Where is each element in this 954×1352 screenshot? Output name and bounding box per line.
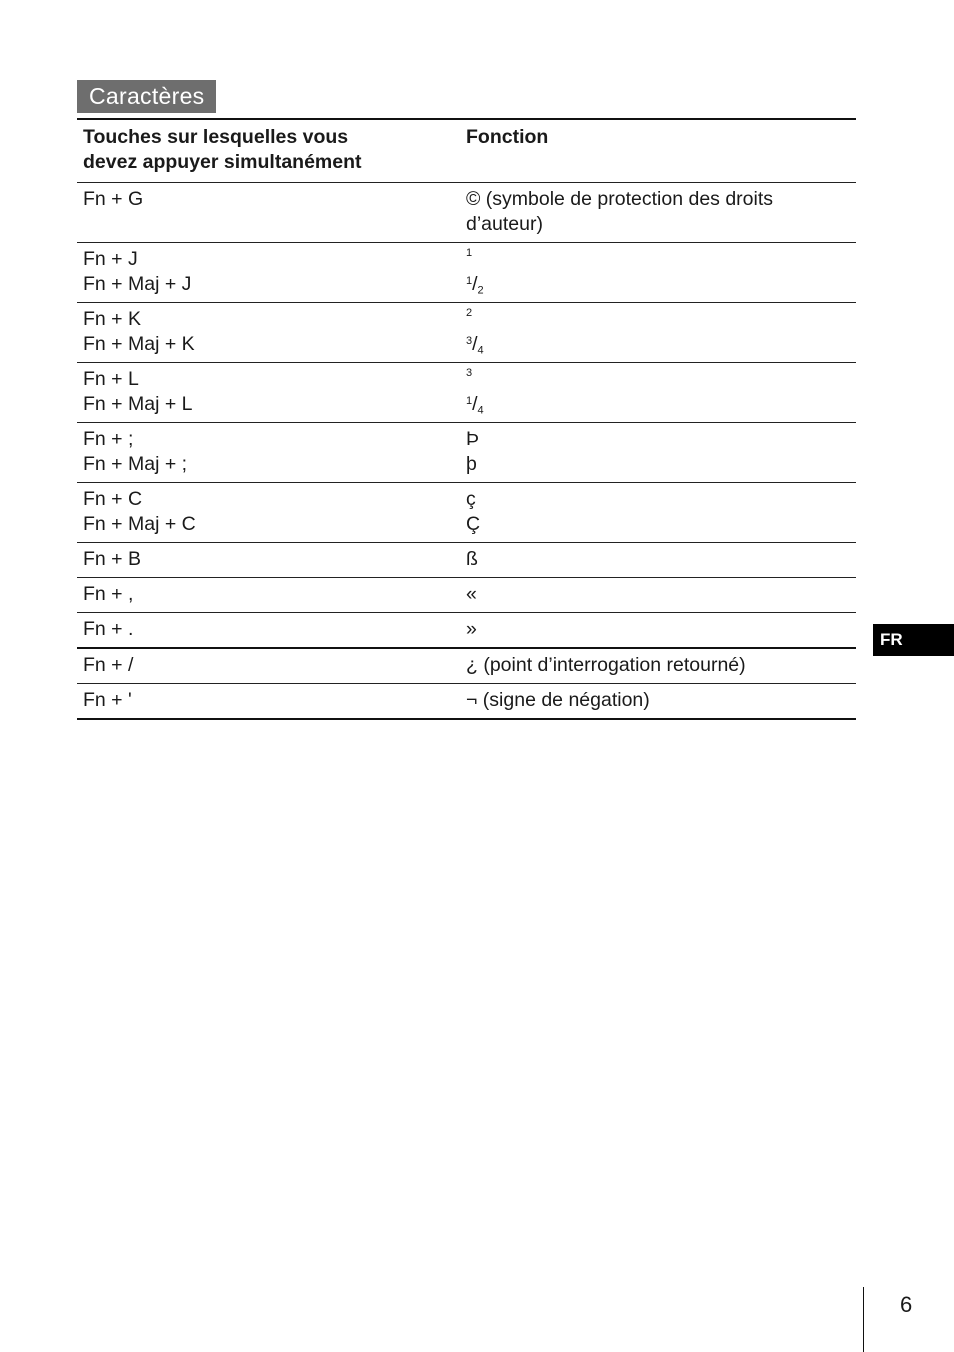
keys-cell bbox=[77, 578, 460, 613]
keys-cell bbox=[77, 363, 460, 423]
table-row bbox=[77, 363, 856, 423]
function-cell bbox=[460, 543, 856, 578]
keys-cell bbox=[77, 183, 460, 243]
header-keys bbox=[77, 119, 460, 183]
keys-cell bbox=[77, 243, 460, 303]
function-cell bbox=[460, 684, 856, 720]
function-cell bbox=[460, 363, 856, 423]
function-cell bbox=[460, 243, 856, 303]
key-combo: Fn + G bbox=[83, 188, 144, 210]
table-row bbox=[77, 578, 856, 613]
keys-cell bbox=[77, 543, 460, 578]
function-cell bbox=[460, 183, 856, 243]
function-text: Ç bbox=[466, 513, 481, 535]
function-cell bbox=[460, 613, 856, 649]
superscript-value: 1 bbox=[466, 247, 473, 259]
table-row bbox=[77, 613, 856, 649]
table-row bbox=[77, 303, 856, 363]
function-text: ç bbox=[466, 488, 476, 510]
key-combo: Fn + ' bbox=[83, 689, 132, 711]
function-cell bbox=[460, 648, 856, 684]
function-cell bbox=[460, 423, 856, 483]
header-function: Fonction bbox=[460, 119, 856, 183]
fraction-denominator: 4 bbox=[477, 404, 484, 417]
function-cell bbox=[460, 303, 856, 363]
key-combo: Fn + / bbox=[83, 654, 134, 676]
function-text: » bbox=[466, 618, 477, 640]
function-text: « bbox=[466, 583, 477, 605]
table-header-row bbox=[77, 119, 856, 183]
table-row bbox=[77, 648, 856, 684]
function-fraction: $^3/_4$ bbox=[466, 333, 484, 357]
key-combo: Fn + Maj + C bbox=[83, 513, 196, 535]
shortcut-table bbox=[77, 118, 856, 720]
table-row bbox=[77, 423, 856, 483]
function-cell bbox=[460, 578, 856, 613]
function-text: þ bbox=[466, 453, 477, 475]
table-row bbox=[77, 183, 856, 243]
keys-cell bbox=[77, 483, 460, 543]
language-tab: FR bbox=[873, 624, 954, 656]
key-combo: Fn + J bbox=[83, 248, 138, 270]
key-combo: Fn + , bbox=[83, 583, 134, 605]
fraction-denominator: 4 bbox=[477, 344, 484, 357]
key-combo: Fn + L bbox=[83, 368, 139, 390]
function-text: ¬ (signe de négation) bbox=[466, 689, 650, 711]
fraction-numerator: 3 bbox=[466, 334, 473, 347]
function-superscript bbox=[466, 307, 856, 332]
function-fraction: $^1/_4$ bbox=[466, 393, 484, 417]
key-combo: Fn + Maj + ; bbox=[83, 453, 188, 475]
function-superscript bbox=[466, 247, 856, 272]
table-row bbox=[77, 243, 856, 303]
function-text: ¿ (point d’interrogation retourné) bbox=[466, 654, 746, 676]
function-text: Þ bbox=[466, 428, 480, 450]
key-combo: Fn + Maj + J bbox=[83, 273, 192, 295]
key-combo: Fn + K bbox=[83, 308, 141, 330]
keys-cell bbox=[77, 684, 460, 720]
function-text: © (symbole de protection des droits d’auteur) bbox=[466, 188, 774, 235]
function-text: ß bbox=[466, 548, 478, 570]
function-fraction: $^1/_2$ bbox=[466, 273, 484, 297]
key-combo: Fn + B bbox=[83, 548, 141, 570]
table-row bbox=[77, 483, 856, 543]
page-number-divider bbox=[863, 1287, 864, 1352]
key-combo: Fn + ; bbox=[83, 428, 134, 450]
fraction-denominator: 2 bbox=[477, 284, 484, 297]
page-number: 6 bbox=[900, 1292, 913, 1317]
header-keys-line: Touches sur lesquelles vous bbox=[83, 126, 349, 148]
key-combo: Fn + C bbox=[83, 488, 143, 510]
superscript-value: 2 bbox=[466, 307, 473, 319]
key-combo: Fn + . bbox=[83, 618, 134, 640]
fraction-numerator: 1 bbox=[466, 274, 473, 287]
key-combo: Fn + Maj + L bbox=[83, 393, 193, 415]
table-row bbox=[77, 684, 856, 720]
superscript-value: 3 bbox=[466, 367, 473, 379]
header-keys-line: devez appuyer simultanément bbox=[83, 151, 362, 173]
key-combo: Fn + Maj + K bbox=[83, 333, 195, 355]
keys-cell bbox=[77, 423, 460, 483]
function-cell bbox=[460, 483, 856, 543]
table-row bbox=[77, 543, 856, 578]
function-superscript bbox=[466, 367, 856, 392]
keys-cell bbox=[77, 613, 460, 649]
keys-cell bbox=[77, 303, 460, 363]
keys-cell bbox=[77, 648, 460, 684]
section-title: Caractères bbox=[77, 80, 216, 113]
fraction-numerator: 1 bbox=[466, 394, 473, 407]
